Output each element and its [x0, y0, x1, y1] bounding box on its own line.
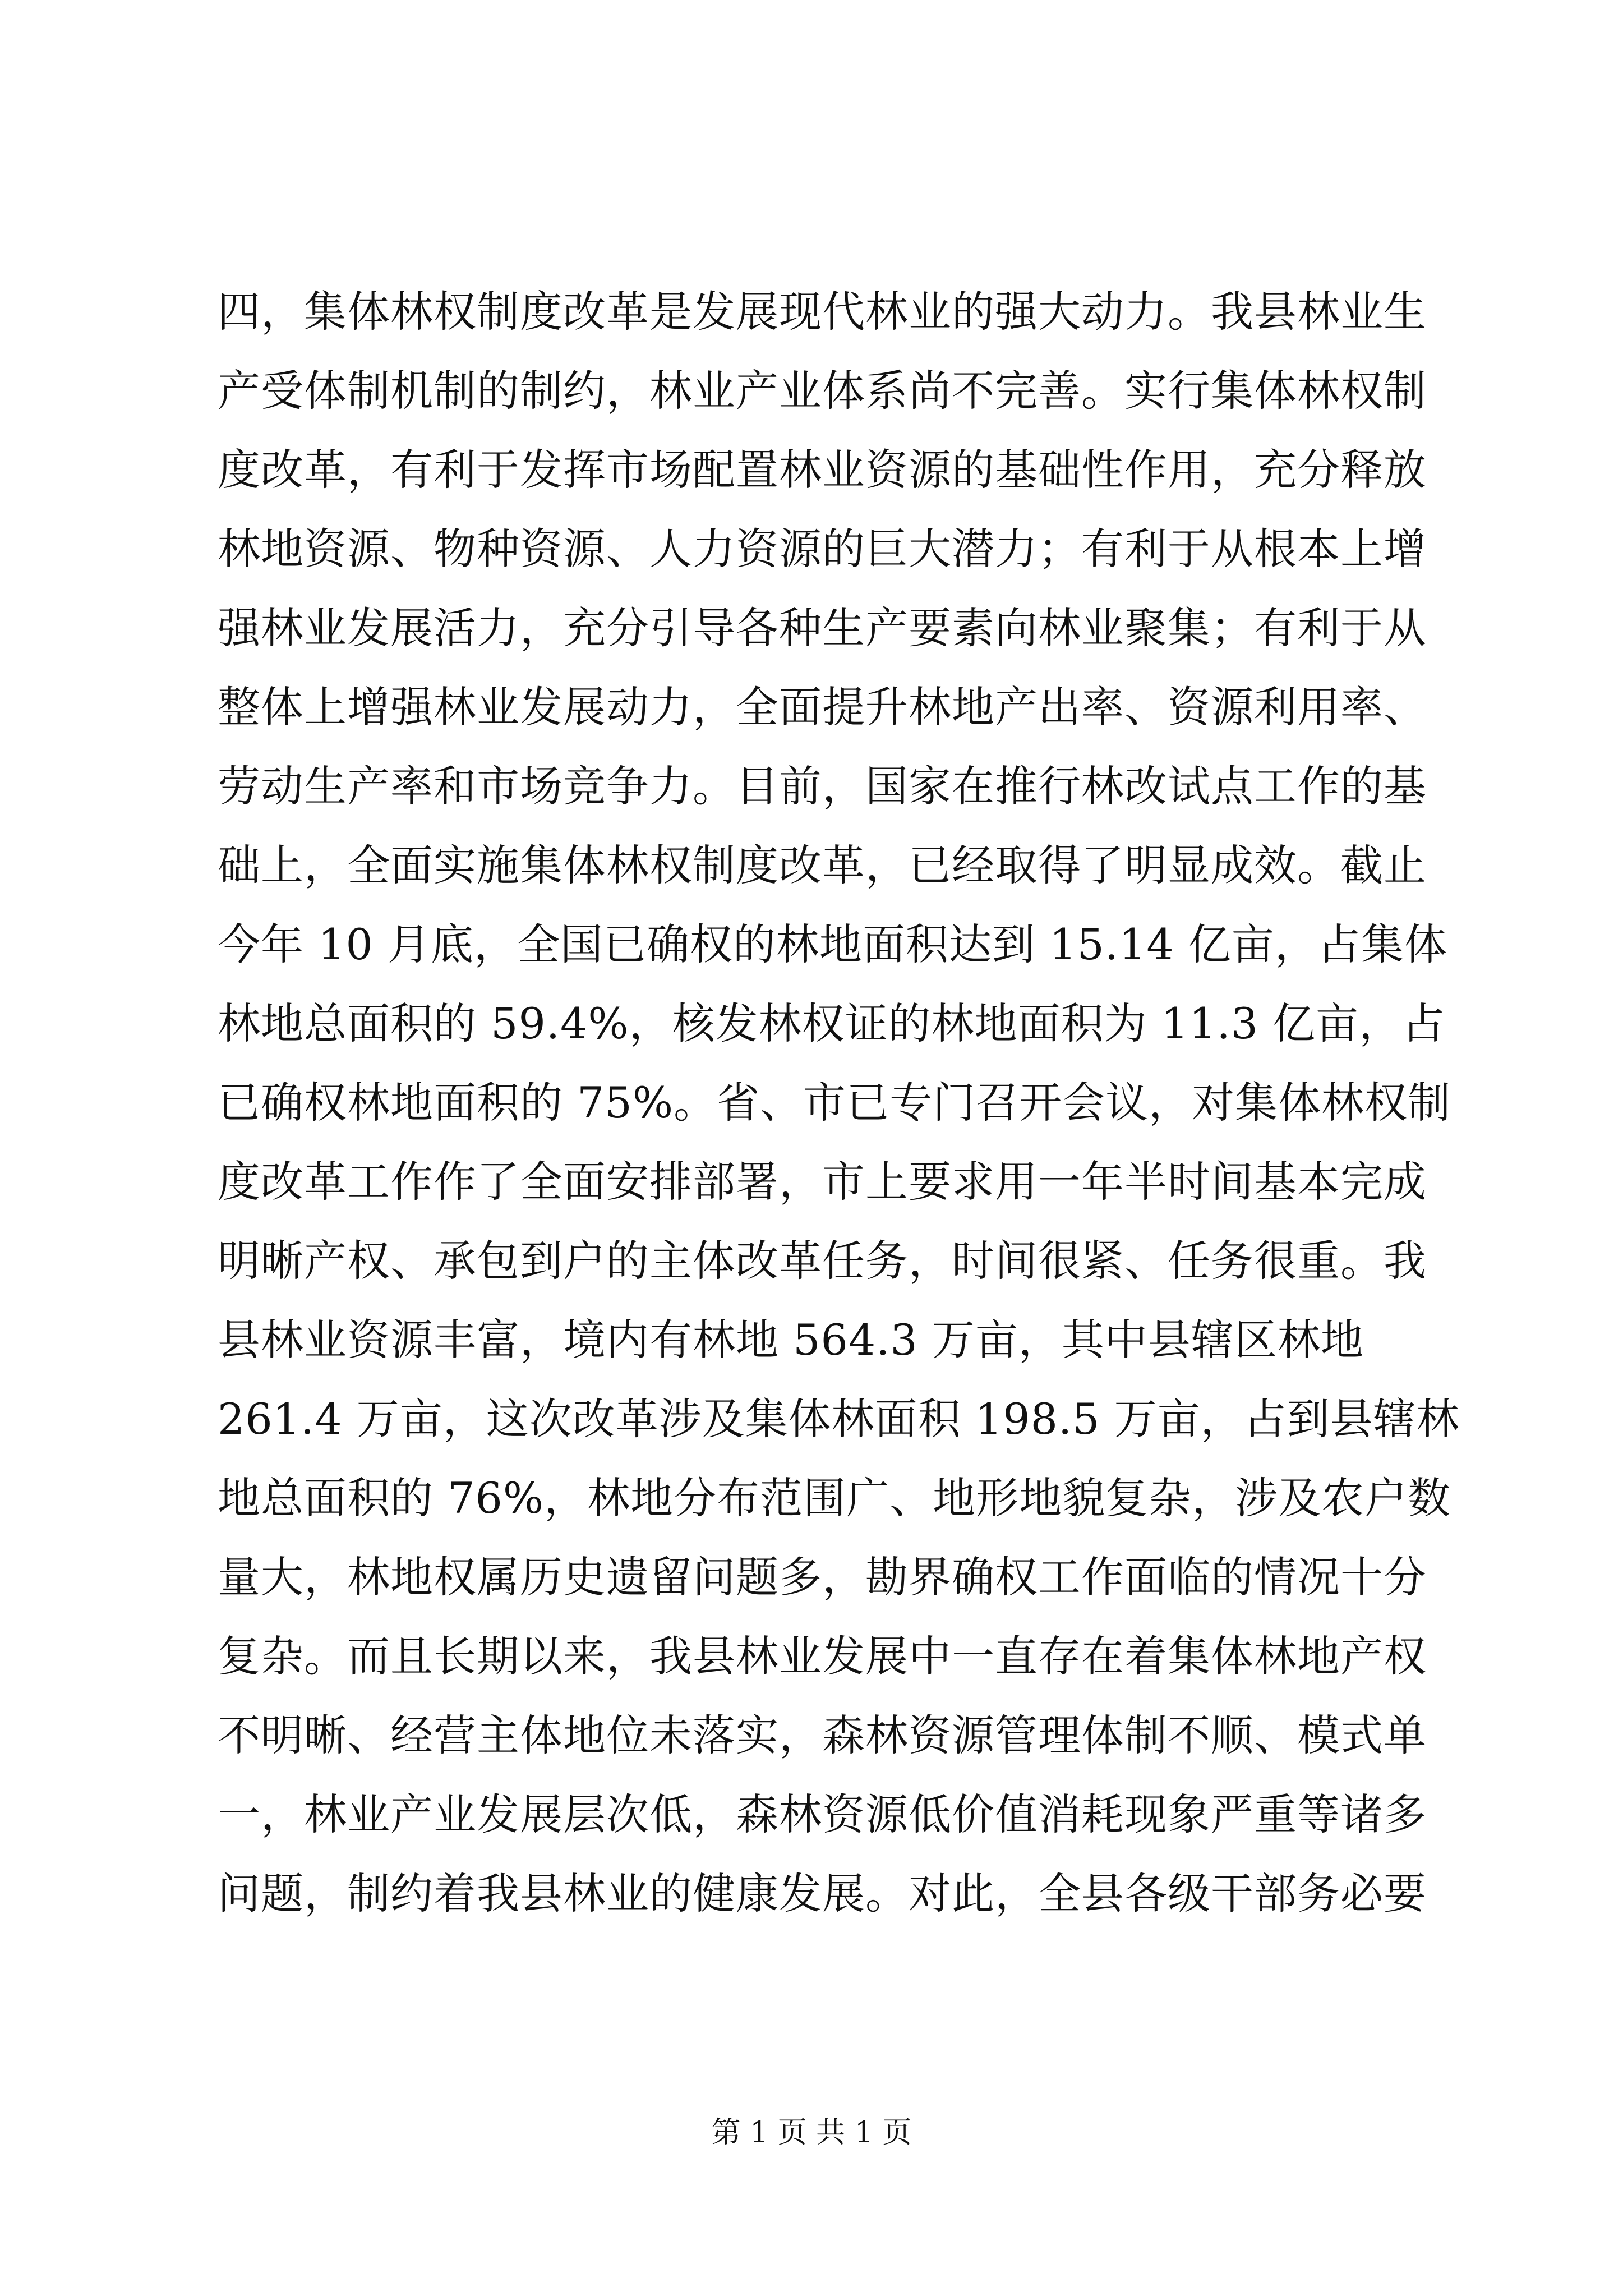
text-line-20: 一，林业产业发展层次低，森林资源低价值消耗现象严重等诸多 [218, 1789, 1427, 1839]
text-line-2: 产受体制机制的制约，林业产业体系尚不完善。实行集体林权制 [218, 366, 1427, 416]
text-line-13: 明晰产权、承包到户的主体改革任务，时间很紧、任务很重。我 [218, 1236, 1427, 1286]
text-line-3: 度改革，有利于发挥市场配置林业资源的基础性作用，充分释放 [218, 445, 1427, 495]
text-line-4: 林地资源、物种资源、人力资源的巨大潜力；有利于从根本上增 [218, 524, 1427, 574]
text-line-18: 复杂。而且长期以来，我县林业发展中一直存在着集体林地产权 [218, 1631, 1427, 1681]
text-line-1: 四，集体林权制度改革是发展现代林业的强大动力。我县林业生 [218, 287, 1427, 337]
text-line-5: 强林业发展活力，充分引导各种生产要素向林业聚集；有利于从 [218, 603, 1427, 653]
text-line-8: 础上，全面实施集体林权制度改革，已经取得了明显成效。截止 [218, 840, 1427, 890]
page-footer [0, 2115, 1623, 2151]
text-line-14: 县林业资源丰富，境内有林地 564.3 万亩，其中县辖区林地 [218, 1315, 1364, 1365]
page-number-label: 第 1 页 共 1 页 [711, 2116, 912, 2150]
text-line-15: 261.4 万亩，这次改革涉及集体林面积 198.5 万亩，占到县辖林 [218, 1394, 1460, 1444]
text-line-19: 不明晰、经营主体地位未落实，森林资源管理体制不顺、模式单 [218, 1710, 1427, 1760]
text-line-6: 整体上增强林业发展动力，全面提升林地产出率、资源利用率、 [218, 682, 1427, 732]
text-line-11: 已确权林地面积的 75%。省、市已专门召开会议，对集体林权制 [218, 1078, 1451, 1128]
text-line-16: 地总面积的 76%，林地分布范围广、地形地貌复杂，涉及农户数 [218, 1473, 1451, 1523]
text-line-10: 林地总面积的 59.4%，核发林权证的林地面积为 11.3 亿亩，占 [218, 999, 1446, 1048]
body-paragraph [218, 272, 1460, 1933]
text-line-12: 度改革工作作了全面安排部署，市上要求用一年半时间基本完成 [218, 1157, 1427, 1207]
text-line-7: 劳动生产率和市场竞争力。目前，国家在推行林改试点工作的基 [218, 761, 1427, 811]
text-line-9: 今年 10 月底，全国已确权的林地面积达到 15.14 亿亩，占集体 [218, 919, 1447, 969]
text-line-21: 问题，制约着我县林业的健康发展。对此，全县各级干部务必要 [218, 1869, 1427, 1918]
text-line-17: 量大，林地权属历史遗留问题多，勘界确权工作面临的情况十分 [218, 1552, 1427, 1602]
